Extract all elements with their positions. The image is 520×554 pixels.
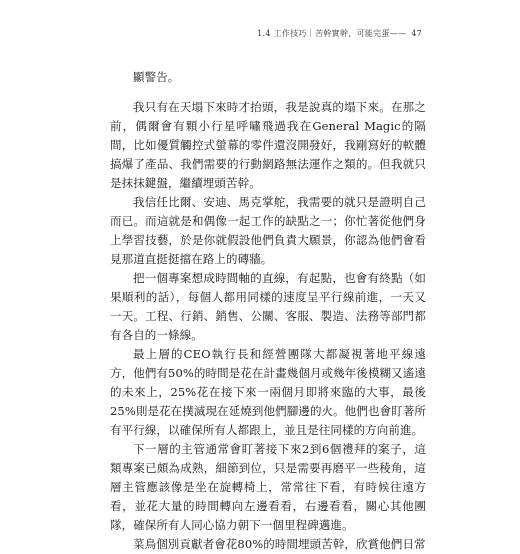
paragraph: 最上層的CEO執行長和經營團隊大都凝視著地平線遠方，他們有50%的時間是花在計畫幾個月或幾年後模糊又遙遠的未來上，25%花在接下來一兩個月即將來臨的大事，最後25%則是花在撲滅現在延燒到他們腳邊的火。他們也會盯著所有平行線，以確保所有人都跟上，並且是往同樣的方向前進。 bbox=[110, 347, 426, 437]
page-number: 47 bbox=[411, 29, 422, 38]
paragraph: 菜鳥個別貢獻者會花80%的時間埋頭苦幹，欣賞他們日常 bbox=[133, 537, 426, 551]
paragraph-gap bbox=[110, 87, 426, 98]
paragraph: 顯警告。 bbox=[133, 70, 180, 84]
body-text bbox=[110, 68, 426, 554]
paragraph: 下一層的主管通常會盯著接下來2到6個禮拜的案子，這類專案已頗為成熟，細節到位，只是需要再磨平一些稜角，這層主管應該像是坐在旋轉椅上，常常往下看，有時候往遠方看，並花大量的時間轉向左邊看看，右邊看看，關心其他團隊，確保所有人同心協力朝下一個里程碑邁進。 bbox=[110, 442, 426, 532]
paragraph: 把一個專案想成時間軸的直線，有起點，也會有終點（如果順利的話），每個人都用同樣的速度呈平行線前進，一天又一天。工程、行銷、銷售、公關、客服、製造、法務等部門都有各自的一條線。 bbox=[110, 271, 426, 342]
paragraph: 我信任比爾、安迪、馬克掌舵，我需要的就只是證明自己而已。而這就是和偶像一起工作的缺點之一；你忙著從他們身上學習技藝，於是你就假設他們負責大願景，你認為他們會看見那道直挺挺擋在路上的磚牆。 bbox=[110, 195, 426, 266]
running-title: 1.4 工作技巧｜苦幹實幹，可能完蛋—— bbox=[257, 29, 407, 38]
paragraph: 我只有在天塌下來時才抬頭，我是說真的塌下來。在那之前，偶爾會有顆小行星呼嘯飛過我在General Magic的隔間，比如優質觸控式螢幕的零件還沒開發好，我剛寫好的軟體搞爆了產品、我們需要的行動網路無法運作之類的。但我就只是抹抹鍵盤，繼續埋頭苦幹。 bbox=[110, 100, 426, 190]
running-header bbox=[257, 28, 422, 39]
